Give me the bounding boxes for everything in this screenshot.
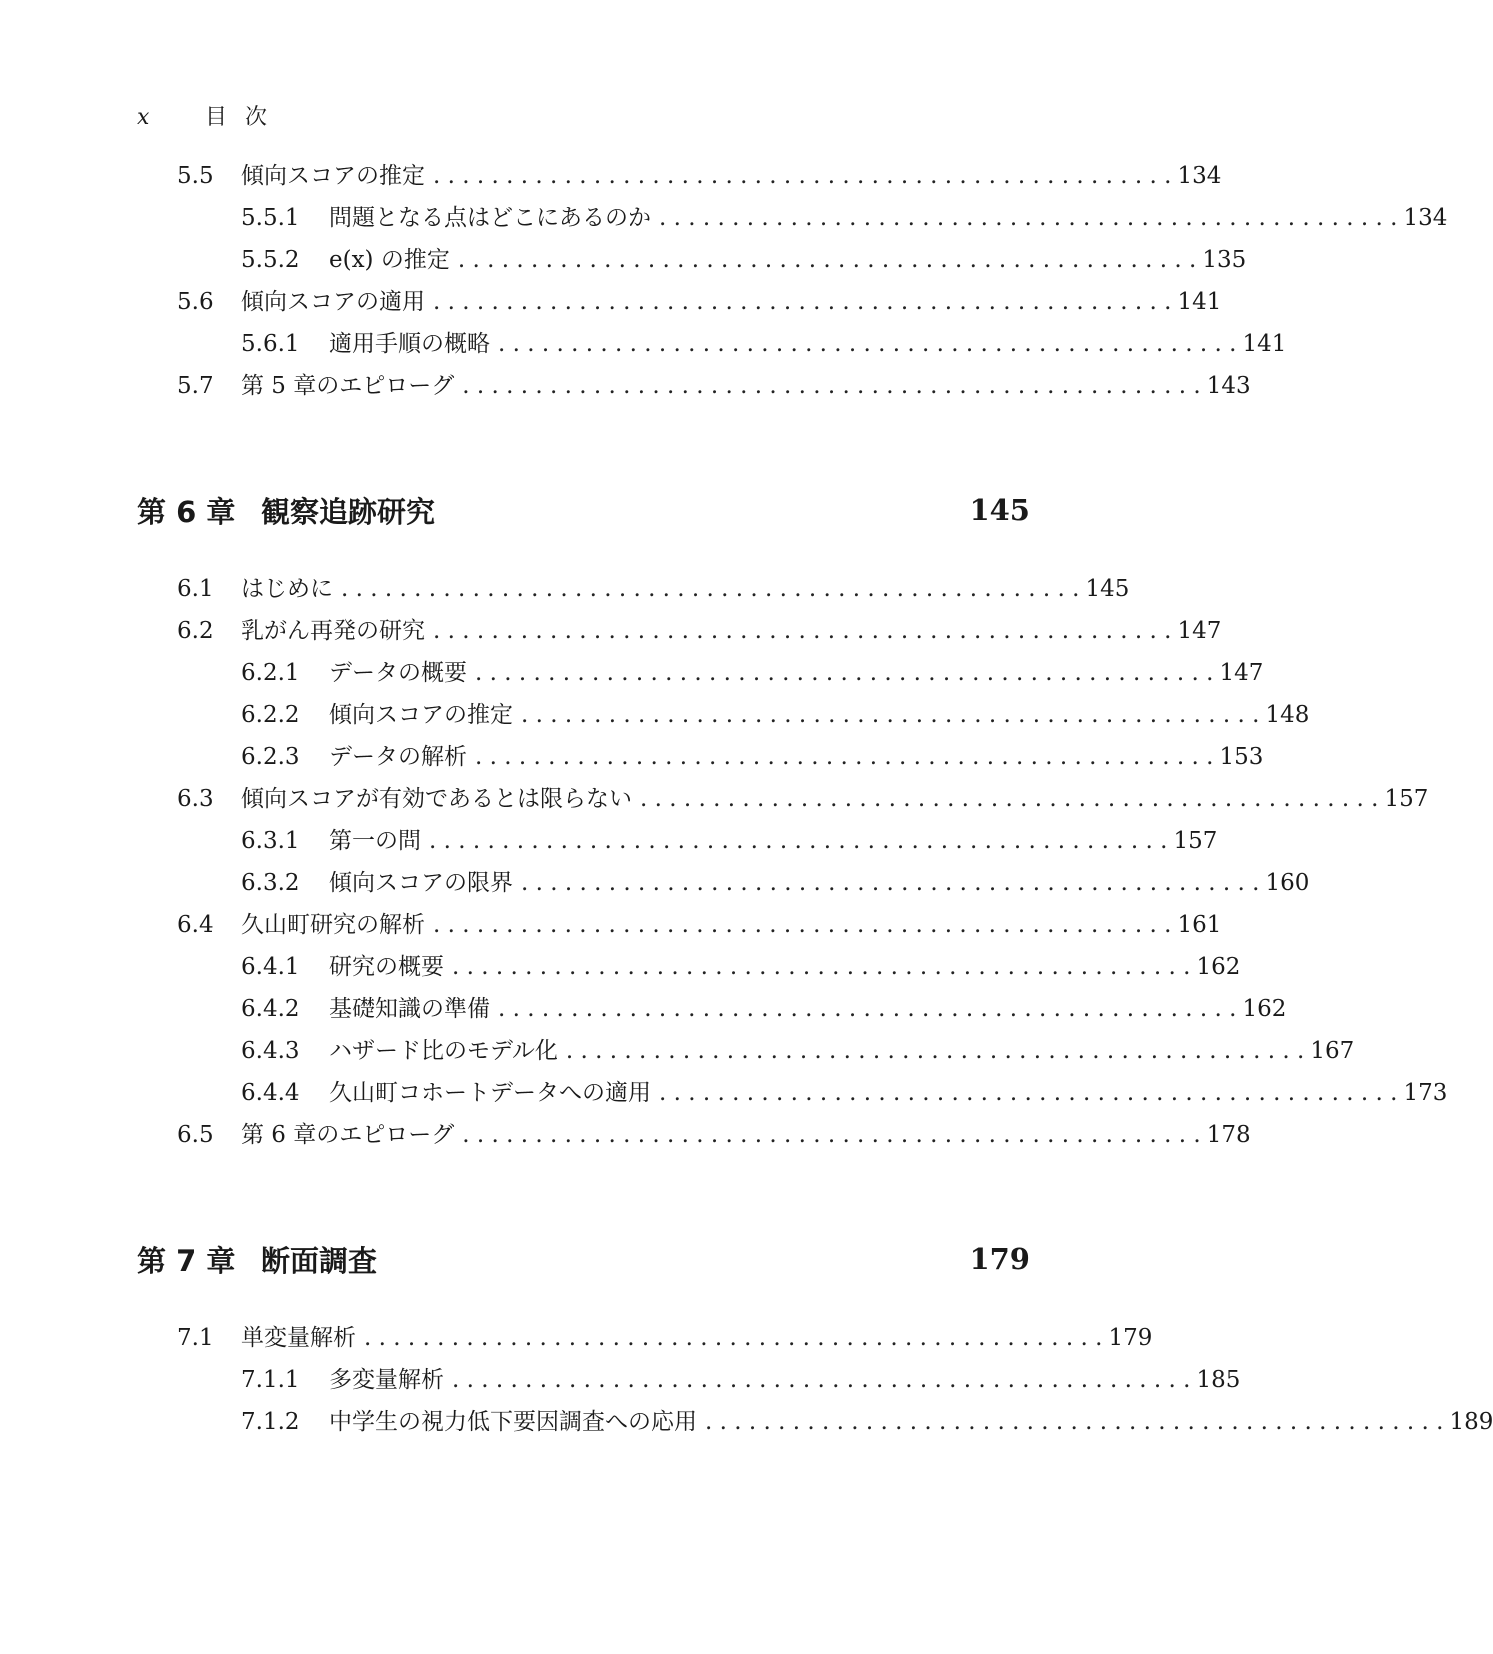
section-number: 7.1 (177, 1325, 214, 1351)
chapter-title: 観察追跡研究 (261, 494, 436, 529)
section-title: 傾向スコアの推定 (329, 702, 513, 728)
leader-dots: . . . . . . . . . . . . . . . . . . . . . . . . . . . . . . . . . . . . . . . . . . . . . . . . . . . (498, 331, 1237, 357)
toc-chapter-7[interactable] (137, 1237, 1030, 1281)
page-number: 157 (1384, 786, 1429, 812)
page-number: 147 (1219, 660, 1264, 686)
leader-dots: . . . . . . . . . . . . . . . . . . . . . . . . . . . . . . . . . . . . . . . . . . . . . . . . . . . (452, 1367, 1191, 1393)
section-title: 基礎知識の準備 (329, 996, 490, 1022)
page-number: 173 (1403, 1080, 1448, 1106)
page-number: 162 (1196, 954, 1241, 980)
toc-entry-6-2[interactable] (137, 613, 1222, 649)
toc-entry-7-1-1[interactable] (137, 1362, 1241, 1398)
running-title-char: 次 (245, 105, 268, 130)
toc-entry-5-6-1[interactable] (137, 326, 1287, 362)
chapter-title: 断面調査 (261, 1243, 378, 1278)
toc-entry-6-4-4[interactable] (137, 1075, 1448, 1111)
leader-dots: . . . . . . . . . . . . . . . . . . . . . . . . . . . . . . . . . . . . . . . . . . . . . . . . . . . (457, 247, 1197, 273)
section-number: 5.5.2 (241, 247, 300, 273)
page-number: 145 (1085, 576, 1130, 602)
toc-entry-6-3[interactable] (137, 781, 1429, 817)
leader-dots: . . . . . . . . . . . . . . . . . . . . . . . . . . . . . . . . . . . . . . . . . . . . . . . . . . . (521, 702, 1260, 728)
section-title: 研究の概要 (329, 954, 444, 980)
page-number: 189 (1449, 1409, 1493, 1435)
section-title: 単変量解析 (241, 1325, 356, 1351)
section-number: 6.4.1 (241, 954, 300, 980)
toc-entry-6-2-3[interactable] (137, 739, 1264, 775)
page-number: 160 (1265, 870, 1310, 896)
section-title: 第 6 章のエピローグ (241, 1122, 455, 1148)
section-number: 6.1 (177, 576, 214, 602)
page-number: 141 (1242, 331, 1287, 357)
toc-entry-5-7[interactable] (137, 368, 1251, 404)
running-title-char: 目 (205, 105, 228, 130)
section-number: 6.3.1 (241, 828, 300, 854)
leader-dots: . . . . . . . . . . . . . . . . . . . . . . . . . . . . . . . . . . . . . . . . . . . . . . . . . . . (364, 1325, 1103, 1351)
section-number: 5.7 (177, 373, 214, 399)
leader-dots: . . . . . . . . . . . . . . . . . . . . . . . . . . . . . . . . . . . . . . . . . . . . . . . . . . . (433, 618, 1172, 644)
toc-entry-5-6[interactable] (137, 284, 1222, 320)
leader-dots: . . . . . . . . . . . . . . . . . . . . . . . . . . . . . . . . . . . . . . . . . . . . . . . . . . . (521, 870, 1260, 896)
page-folio: x (137, 105, 150, 130)
toc-entry-6-5[interactable] (137, 1117, 1251, 1153)
running-header (137, 100, 285, 131)
page-number: 153 (1219, 744, 1264, 770)
leader-dots: . . . . . . . . . . . . . . . . . . . . . . . . . . . . . . . . . . . . . . . . . . . . . . . . . . . (640, 786, 1379, 812)
page-number: 178 (1206, 1122, 1251, 1148)
toc-entry-6-2-2[interactable] (137, 697, 1310, 733)
leader-dots: . . . . . . . . . . . . . . . . . . . . . . . . . . . . . . . . . . . . . . . . . . . . . . . . . . . (659, 1080, 1398, 1106)
page-number: 135 (1202, 247, 1247, 273)
leader-dots: . . . . . . . . . . . . . . . . . . . . . . . . . . . . . . . . . . . . . . . . . . . . . . . . . . . (433, 912, 1172, 938)
section-title: e(x) の推定 (329, 247, 450, 273)
running-title (205, 100, 285, 131)
page-number: 185 (1196, 1367, 1241, 1393)
leader-dots: . . . . . . . . . . . . . . . . . . . . . . . . . . . . . . . . . . . . . . . . . . . . . . . . . . . (452, 954, 1191, 980)
toc-entry-5-5[interactable] (137, 158, 1222, 194)
page-number: 157 (1173, 828, 1218, 854)
section-number: 6.5 (177, 1122, 214, 1148)
leader-dots: . . . . . . . . . . . . . . . . . . . . . . . . . . . . . . . . . . . . . . . . . . . . . . . . . . . (341, 576, 1080, 602)
section-number: 6.2.2 (241, 702, 300, 728)
toc-chapter-6[interactable] (137, 488, 1030, 532)
leader-dots: . . . . . . . . . . . . . . . . . . . . . . . . . . . . . . . . . . . . . . . . . . . . . . . . . . . (462, 1122, 1201, 1148)
page-number: 134 (1177, 163, 1222, 189)
leader-dots: . . . . . . . . . . . . . . . . . . . . . . . . . . . . . . . . . . . . . . . . . . . . . . . . . . . (475, 660, 1214, 686)
toc-entry-6-3-1[interactable] (137, 823, 1218, 859)
section-number: 5.5.1 (241, 205, 300, 231)
leader-dots: . . . . . . . . . . . . . . . . . . . . . . . . . . . . . . . . . . . . . . . . . . . . . . . . . . . (475, 744, 1214, 770)
section-title: 問題となる点はどこにあるのか (329, 205, 651, 231)
section-title: 中学生の視力低下要因調査への応用 (329, 1409, 697, 1435)
section-number: 6.3 (177, 786, 214, 812)
page-number: 141 (1177, 289, 1222, 315)
section-title: 傾向スコアの限界 (329, 870, 513, 896)
section-title: ハザード比のモデル化 (329, 1038, 558, 1064)
page-number: 147 (1177, 618, 1222, 644)
section-title: 傾向スコアの推定 (241, 163, 425, 189)
toc-entry-7-1-2[interactable] (137, 1404, 1493, 1440)
leader-dots: . . . . . . . . . . . . . . . . . . . . . . . . . . . . . . . . . . . . . . . . . . . . . . . . . . . (429, 828, 1168, 854)
section-title: 第一の問 (329, 828, 421, 854)
section-number: 5.6 (177, 289, 214, 315)
leader-dots: . . . . . . . . . . . . . . . . . . . . . . . . . . . . . . . . . . . . . . . . . . . . . . . . . . . (565, 1038, 1305, 1064)
chapter-number: 第 7 章 (137, 1243, 236, 1278)
leader-dots: . . . . . . . . . . . . . . . . . . . . . . . . . . . . . . . . . . . . . . . . . . . . . . . . . . . (705, 1409, 1444, 1435)
section-number: 7.1.1 (241, 1367, 300, 1393)
toc-entry-5-5-1[interactable] (137, 200, 1448, 236)
chapter-page-number: 179 (969, 1242, 1030, 1276)
toc-entry-6-3-2[interactable] (137, 865, 1310, 901)
page-number: 161 (1177, 912, 1222, 938)
section-title: 第 5 章のエピローグ (241, 373, 455, 399)
page-number: 148 (1265, 702, 1310, 728)
section-number: 6.2 (177, 618, 214, 644)
section-title: 適用手順の概略 (329, 331, 490, 357)
leader-dots: . . . . . . . . . . . . . . . . . . . . . . . . . . . . . . . . . . . . . . . . . . . . . . . . . . . (433, 163, 1172, 189)
section-number: 6.2.3 (241, 744, 300, 770)
section-title: 傾向スコアが有効であるとは限らない (241, 786, 632, 812)
leader-dots: . . . . . . . . . . . . . . . . . . . . . . . . . . . . . . . . . . . . . . . . . . . . . . . . . . . (498, 996, 1237, 1022)
section-title: 傾向スコアの適用 (241, 289, 425, 315)
section-number: 6.2.1 (241, 660, 300, 686)
toc-entry-6-4[interactable] (137, 907, 1222, 943)
section-number: 6.3.2 (241, 870, 300, 896)
section-number: 6.4.4 (241, 1080, 300, 1106)
section-number: 6.4.2 (241, 996, 300, 1022)
page-number: 179 (1108, 1325, 1153, 1351)
section-title: データの概要 (329, 660, 467, 686)
leader-dots: . . . . . . . . . . . . . . . . . . . . . . . . . . . . . . . . . . . . . . . . . . . . . . . . . . . (659, 205, 1398, 231)
toc-entry-6-4-1[interactable] (137, 949, 1241, 985)
chapter-page-number: 145 (969, 493, 1030, 527)
section-title: データの解析 (329, 744, 467, 770)
section-number: 6.4 (177, 912, 214, 938)
chapter-number: 第 6 章 (137, 494, 236, 529)
section-title: 久山町コホートデータへの適用 (329, 1080, 651, 1106)
leader-dots: . . . . . . . . . . . . . . . . . . . . . . . . . . . . . . . . . . . . . . . . . . . . . . . . . . . (433, 289, 1172, 315)
toc-entry-6-4-2[interactable] (137, 991, 1287, 1027)
section-number: 5.5 (177, 163, 214, 189)
section-number: 5.6.1 (241, 331, 300, 357)
section-number: 7.1.2 (241, 1409, 300, 1435)
section-title: はじめに (241, 576, 333, 602)
section-title: 久山町研究の解析 (241, 912, 425, 938)
page-number: 162 (1242, 996, 1287, 1022)
toc-entry-6-1[interactable] (137, 571, 1130, 607)
section-number: 6.4.3 (241, 1038, 300, 1064)
section-title: 多変量解析 (329, 1367, 444, 1393)
section-title: 乳がん再発の研究 (241, 618, 425, 644)
page-number: 134 (1403, 205, 1448, 231)
page-number: 143 (1206, 373, 1251, 399)
toc-entry-7-1[interactable] (137, 1320, 1153, 1356)
leader-dots: . . . . . . . . . . . . . . . . . . . . . . . . . . . . . . . . . . . . . . . . . . . . . . . . . . . (462, 373, 1201, 399)
toc-entry-6-4-3[interactable] (137, 1033, 1355, 1069)
page-number: 167 (1310, 1038, 1355, 1064)
toc-entry-5-5-2[interactable] (137, 242, 1247, 278)
toc-entry-6-2-1[interactable] (137, 655, 1264, 691)
